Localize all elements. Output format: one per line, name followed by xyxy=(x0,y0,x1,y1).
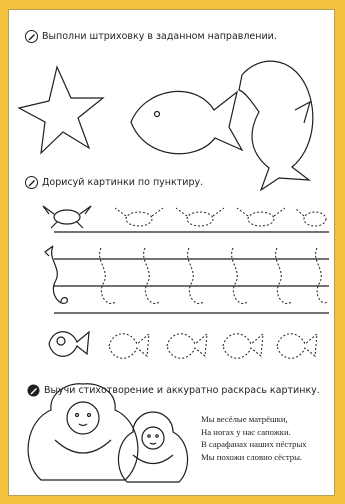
poem-line: В сарафанах наших пёстрых xyxy=(201,439,307,450)
seahorse-dotted xyxy=(276,248,291,304)
fish-eye xyxy=(155,112,160,117)
seahorse-dotted xyxy=(144,248,159,304)
seahorse-dotted xyxy=(232,248,247,304)
dolphin-outline xyxy=(239,61,313,190)
seahorse-solid xyxy=(45,246,67,303)
fish-dotted xyxy=(223,334,263,359)
seahorse-dotted xyxy=(316,248,327,303)
seahorse-dotted xyxy=(100,248,115,304)
instruction-poem-text: Выучи стихотворение и аккуратно раскрась картинку. xyxy=(44,385,320,396)
matryoshka-large xyxy=(28,384,138,480)
crab-dotted xyxy=(176,208,224,226)
dolphin-fin xyxy=(295,102,310,123)
small-fish-solid xyxy=(49,332,89,357)
crab-solid xyxy=(43,206,91,228)
seahorse-dotted xyxy=(188,248,203,304)
fish-outline xyxy=(131,91,242,153)
crab-dotted xyxy=(115,208,163,226)
poem-line: Мы похожи словно сёстры. xyxy=(201,451,303,462)
matryoshka-small xyxy=(118,412,187,482)
crab-dotted xyxy=(237,208,285,226)
instruction-trace-text: Дорисуй картинки по пунктиру. xyxy=(42,177,204,188)
poem-line: На ногах у нас сапожки. xyxy=(201,426,291,437)
poem xyxy=(201,413,307,463)
fish-dotted xyxy=(277,334,317,359)
crab-dotted xyxy=(295,208,326,226)
fish-dotted xyxy=(109,334,149,359)
poem-line: Мы весёлые матрёшки, xyxy=(201,414,288,424)
instruction-shading-text: Выполни штриховку в заданном направлении. xyxy=(42,31,277,42)
fish-dotted xyxy=(167,334,207,359)
worksheet-page xyxy=(8,9,335,496)
starfish-outline xyxy=(19,67,103,153)
